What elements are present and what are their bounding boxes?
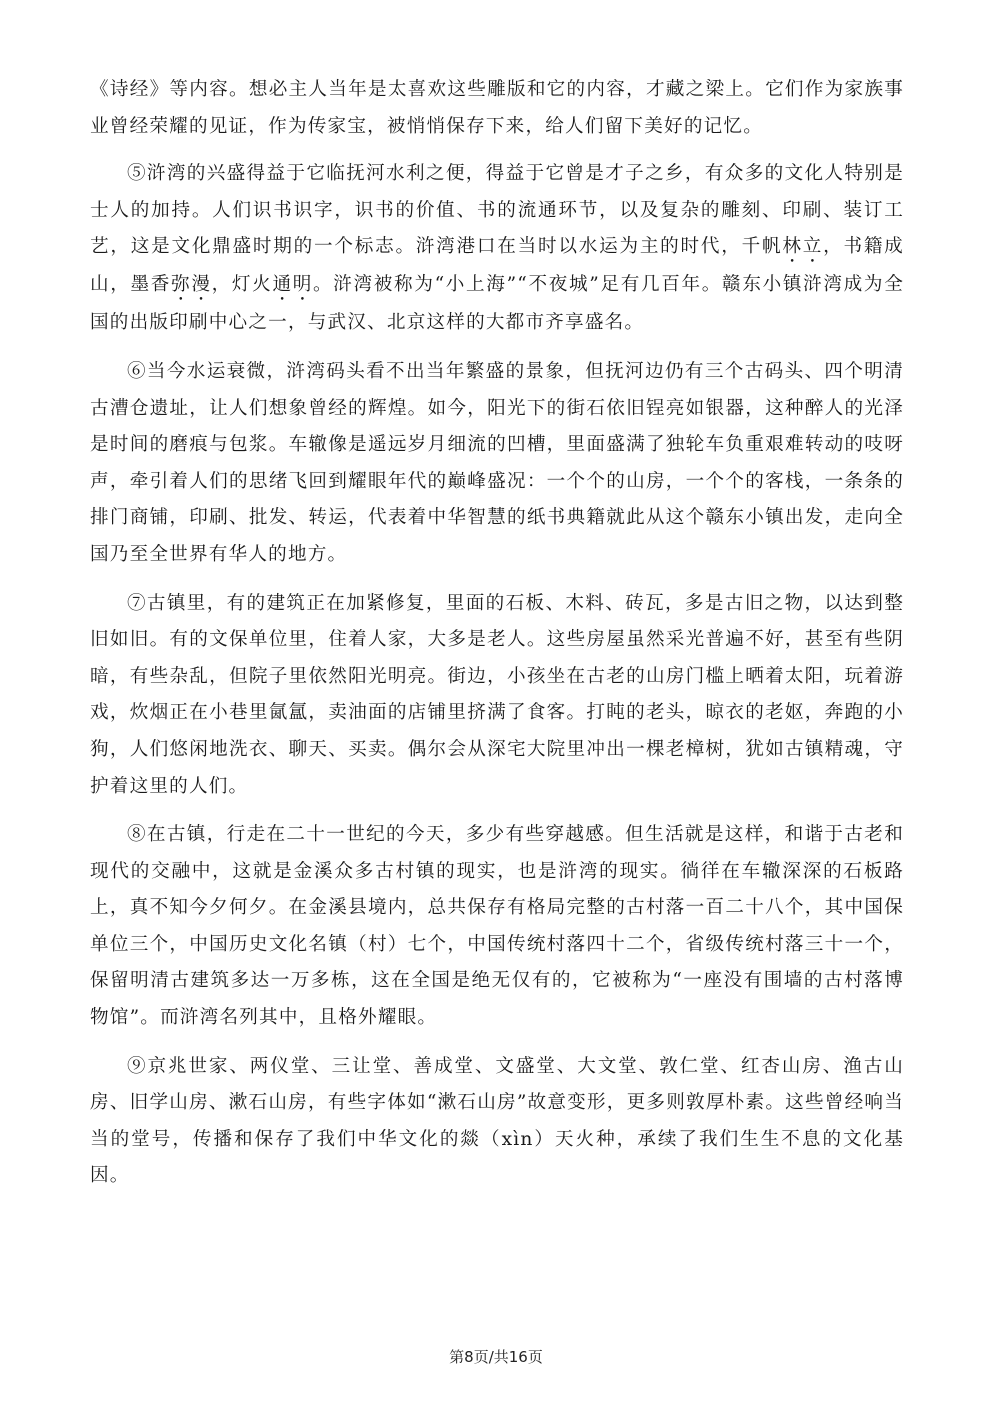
document-body (90, 72, 904, 1207)
paragraph-5 (90, 156, 904, 342)
paragraph-continued: 《诗经》等内容。想必主人当年是太喜欢这些雕版和它的内容，才藏之梁上。它们作为家族事业曾经荣耀的见证，作为传家宝，被悄悄保存下来，给人们留下美好的记忆。 (90, 79, 904, 137)
emphasized-word-linli: 林立 (782, 236, 824, 258)
paragraph-5-text-c: ，书籍成山，墨香 (90, 236, 904, 296)
paragraph-8: ⑧在古镇，行走在二十一世纪的今天，多少有些穿越感。但生活就是这样，和谐于古老和现代的交融中，这就是金溪众多古村镇的现实，也是浒湾的现实。徜徉在车辙深深的石板路上，真不知今夕何夕。在金溪县境内，总共保存有格局完整的古村落一百二十八个，其中国保单位三个，中国历史文化名镇（村）七个，中国传统村落四十二个，省级传统村落三十一个，保留明清古建筑多达一万多栋，这在全国是绝无仅有的，它被称为“一座没有围墙的古村落博物馆”。而浒湾名列其中，且格外耀眼。 (90, 824, 904, 1029)
paragraph-5-text-g: 。浒湾被称为“小上海”“不夜城”足有几百年。赣东小镇浒湾成为全国的出版印刷中心之一，与武汉、北京这样的大都市齐享盛名。 (90, 274, 904, 334)
paragraph-5-text-a: ⑤浒湾的兴盛得益于它临抚河水利之便，得益于它曾是才子之乡，有众多的文化人特别是士人的加持。人们识书识字，识书的价值、书的流通环节，以及复杂的雕刻、印刷、装订工艺，这是文化鼎盛时期的一个标志。浒湾港口在当时以水运为主的时代，千帆 (90, 163, 904, 258)
paragraph-5-text-e: ，灯火 (211, 274, 273, 296)
emphasized-word-miman: 弥漫 (171, 274, 212, 296)
paragraph-7: ⑦古镇里，有的建筑正在加紧修复，里面的石板、木料、砖瓦，多是古旧之物，以达到整旧如旧。有的文保单位里，住着人家，大多是老人。这些房屋虽然采光普遍不好，甚至有些阴暗，有些杂乱，但院子里依然阳光明亮。街边，小孩坐在古老的山房门槛上晒着太阳，玩着游戏，炊烟正在小巷里氤氲，卖油面的店铺里挤满了食客。打盹的老头，晾衣的老妪，奔跑的小狗，人们悠闲地洗衣、聊天、买卖。偶尔会从深宅大院里冲出一棵老樟树，犹如古镇精魂，守护着这里的人们。 (90, 592, 904, 797)
paragraph-6: ⑥当今水运衰微，浒湾码头看不出当年繁盛的景象，但抚河边仍有三个古码头、四个明清古漕仓遗址，让人们想象曾经的辉煌。如今，阳光下的街石依旧锃亮如银器，这种醉人的光泽是时间的磨痕与包浆。车辙像是遥远岁月细流的凹槽，里面盛满了独轮车负重艰难转动的吱呀声，牵引着人们的思绪飞回到耀眼年代的巅峰盛况：一个个的山房，一个个的客栈，一条条的排门商铺，印刷、批发、转运，代表着中华智慧的纸书典籍就此从这个赣东小镇出发，走向全国乃至全世界有华人的地方。 (90, 360, 904, 565)
emphasized-word-tongming: 通明 (272, 274, 313, 296)
paragraph-9: ⑨京兆世家、两仪堂、三让堂、善成堂、文盛堂、大文堂、敦仁堂、红杏山房、渔古山房、旧学山房、漱石山房，有些字体如“漱石山房”故意变形，更多则敦厚朴素。这些曾经响当当的堂号，传播和保存了我们中华文化的燚（xìn）天火种，承续了我们生生不息的文化基因。 (90, 1055, 904, 1187)
page-number: 第8页/共16页 (449, 1348, 543, 1366)
